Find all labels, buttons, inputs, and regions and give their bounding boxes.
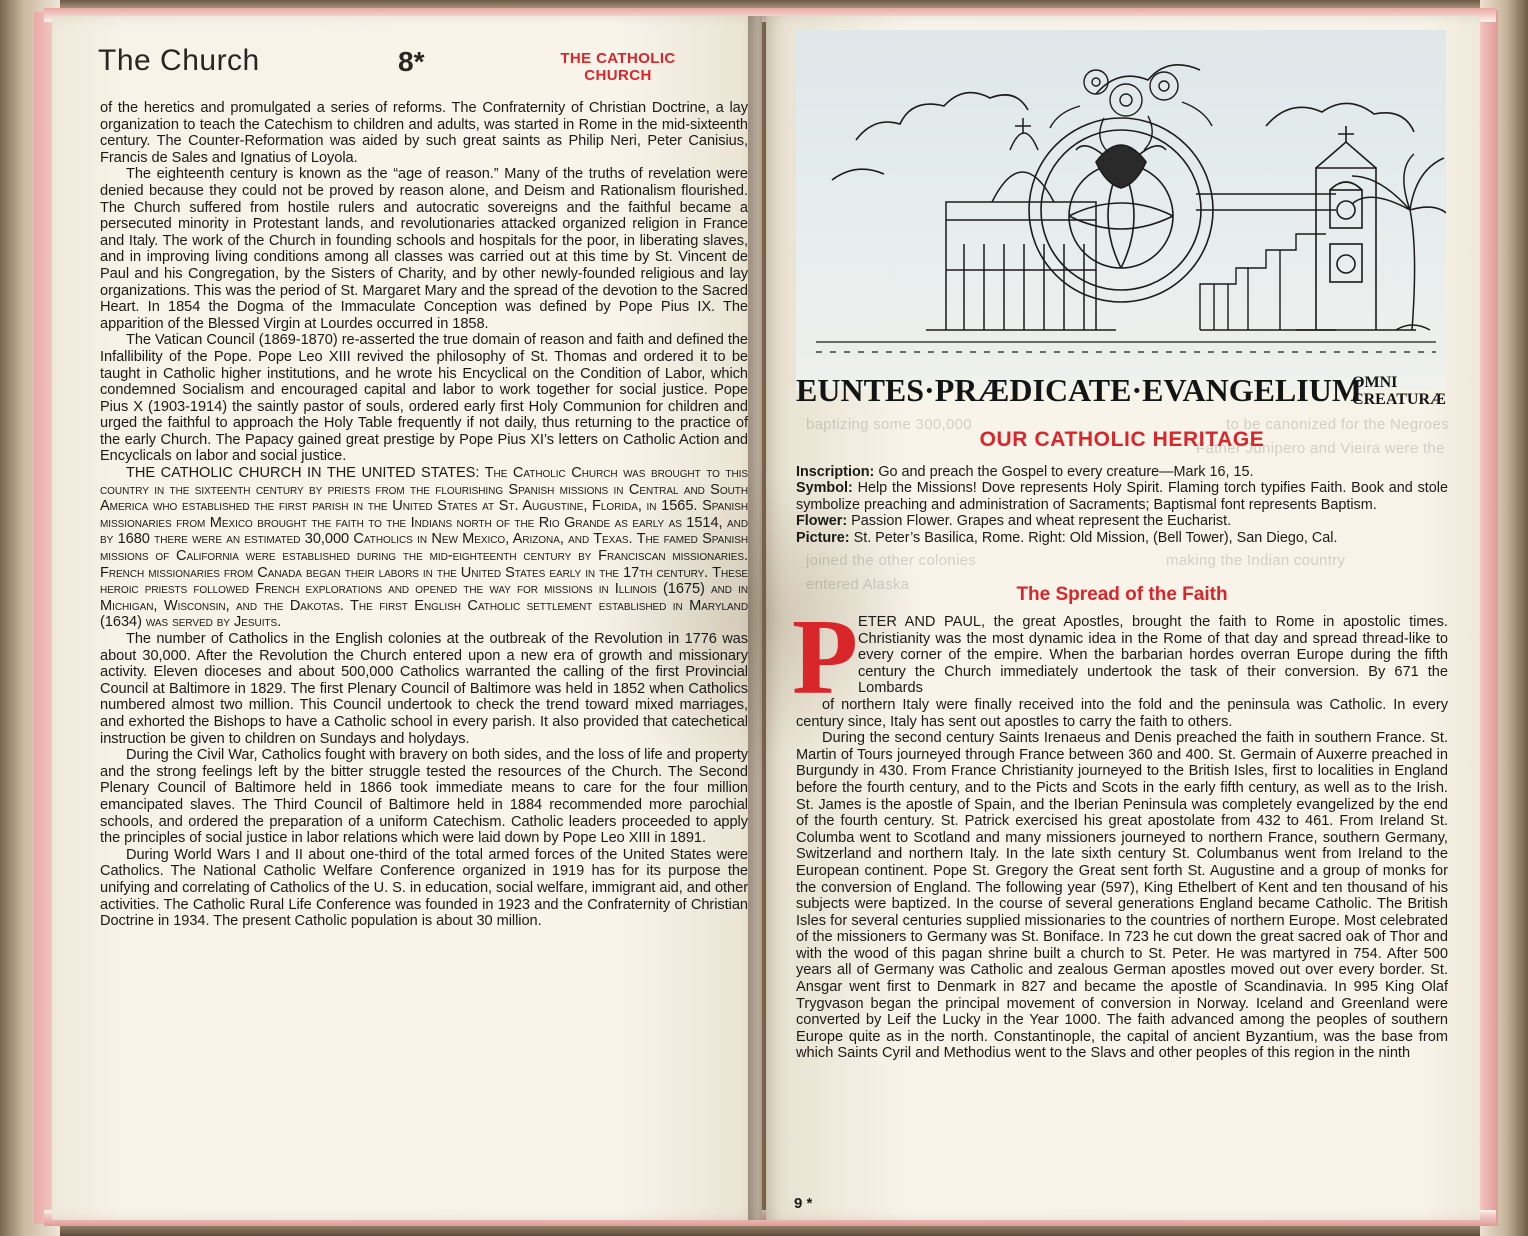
page-title: The Church [98, 44, 260, 77]
latin-inscription: EUNTES·PRÆDICATE·EVANGELIUM [796, 372, 1363, 408]
running-head-line2: CHURCH [584, 67, 652, 84]
latin-small-line2: CREATURÆ [1352, 391, 1446, 408]
paragraph: THE CATHOLIC CHURCH IN THE UNITED STATES: The Catholic Church was brought to this country in the sixteenth century by priests from the flourishing Spanish missions in Central and South America who established the first parish in the United States at St. Augustine, Florida, in 1565. Spanish missionaries from Mexico brought the faith to the Indians north of the Rio Grande as early as 1514, and by 1680 there were an estimated 30,000 Catholics in New Mexico, Arizona, and Texas. The famed Spanish missions of California were established during the mid-eighteenth century by Franciscan missionaries. French missionaries from Canada began their labors in the United States early in the 17th century. These heroic priests followed French explorations and opened the way for missions in Illinois (1675) and in Michigan, Wisconsin, and the Dakotas. The first English Catholic settlement established in Maryland (1634) was served by Jesuits. [100, 465, 748, 631]
latin-inscription-small [1352, 374, 1446, 408]
illustration-legend [796, 464, 1448, 546]
illustration-linework [796, 30, 1446, 390]
paragraph: of northern Italy were finally received into the fold and the peninsula was Catholic. In every century since, Italy has sent out apostles to carry the faith to others. [796, 696, 1448, 730]
our-catholic-heritage-illustration [796, 30, 1446, 390]
left-page-header [98, 44, 718, 92]
section-title: The Spread of the Faith [1016, 584, 1228, 605]
latin-banner [796, 372, 1448, 416]
drop-cap: P [792, 598, 858, 717]
legend-text-flower: Passion Flower. Grapes and wheat represent the Eucharist. [851, 513, 1232, 530]
running-head [518, 50, 718, 84]
paragraph: During the Civil War, Catholics fought with bravery on both sides, and the loss of life and property and the strong feelings left by the bitter struggle tested the resources of the Church. The Second Plenary Council of Baltimore held in 1866 took immediate means to care for the four million emancipated slaves. The Third Council of Baltimore held in 1884 recommended more parochial schools, and ordered the preparation of a uniform Catechism. Catholic leaders proceeded to apply the principles of social justice in labor relations which were laid down by Pope Leo XIII in 1891. [100, 747, 748, 847]
left-page-body [100, 100, 748, 930]
heritage-title: OUR CATHOLIC HERITAGE [979, 428, 1265, 451]
paragraph: of the heretics and promulgated a series of reforms. The Confraternity of Christian Doctrine, a lay organization to teach the Catechism to children and adults, was started in Rome in the mid-sixteenth century. The Counter-Reformation was aided by such great saints as Philip Neri, Peter Canisius, Francis de Sales and Ignatius of Loyola. [100, 100, 748, 166]
page-number-right: 9 * [794, 1195, 813, 1212]
paragraph: During World Wars I and II about one-third of the total armed forces of the United States were Catholics. The National Catholic Welfare Conference organized in 1919 has for its purpose the unifying and correlating of Catholics of the U. S. in education, social welfare, immigrant aid, and other activities. The Catholic Rural Life Conference was founded in 1923 and the Confraternity of Christian Doctrine in 1934. The present Catholic population is about 30 million. [100, 846, 748, 930]
running-head-line1: THE CATHOLIC [560, 50, 676, 67]
paragraph: During the second century Saints Irenaeus and Denis preached the faith in southern France. St. Martin of Tours journeyed through France between 360 and 400. St. Germain of Auxerre preached in Burgundy in 430. From France Christianity journeyed to the British Isles, first to localities in England before the fourth century, and to the Picts and Scots in the early fifth century, as well as to the Irish. St. James is the apostle of Spain, and the Iberian Peninsula was completely evangelized by the end of the fourth century. St. Patrick exercised his great apostolate from 432 to 461. From Ireland St. Columba went to Scotland and many missioners journeyed to northern France, southern Germany, Switzerland and northern Italy. In the late sixth century St. Columbanus went from Ireland to the European continent. Pope St. Gregory the Great sent forth St. Augustine and a group of monks for the conversion of England. The following year (597), King Ethelbert of Kent and ten thousand of his subjects were baptized. In the course of several generations England became Catholic. The British Isles for several centuries supplied missionaries to the countries of northern Europe. Most celebrated of the missioners to Germany was St. Boniface. In 723 he cut down the great sacred oak of Thor and with the wood of this pagan shrine built a church to St. Peter. He was martyred in 754. After 500 years all of Germany was Catholic and zealous German apostles moved out over every border. St. Ansgar went first to Denmark in 827 and became the apostle of Scandinavia. In 995 King Olaf Trygvason began the principal movement of conversion in Norway. Iceland and Greenland were converted by Leif the Lucky in the Year 1000. The faith advanced among the peoples of southern Europe quite as in the north. Constantinople, the capital of ancient Byzantium, was the base from which Saints Cyril and Methodius went to the Slavs and other peoples of this region in the ninth [796, 730, 1448, 1062]
page-number-left: 8* [398, 46, 425, 77]
legend-label-symbol: Symbol: [796, 480, 853, 497]
latin-small-line1: OMNI [1352, 374, 1398, 391]
left-page [52, 16, 762, 1220]
legend-text-inscription: Go and preach the Gospel to every creature—Mark 16, 15. [878, 464, 1254, 480]
right-page: baptizing some 300,000 to be canonized for the Negroes Father Junipero and Vieira were the joined the other colonies entered Alaska making the Indian country EUNTES·PRÆDICATE·EVANGELIUM OMNI CREATURÆ OUR CATHOLIC HERITAGE Inscription: Go and preach the Gospel to every creature—Mark 16, 15. Symbol: Help the Missions! Dove represents Holy Spirit. Flaming torch typifies Faith. Book and stole symbolize preaching and administration of Sacraments; Baptismal font represents Baptism. Flower: Passion Flower. Grapes and wheat represent the Eucharist. Picture: St. Peter’s Basilica, Rome. Right: Old Mission, (Bell Tower), San Diego, Cal. The Spread of the Faith P ETER AND PAUL, the great Apostles, brought the faith to Rome in apostolic times. Christianity was the most dynamic idea in the Rome of that day and spread thread-like to every corner of the empire. When the barbarian hordes overran Europe during the fifth century the Church immediately undertook the task of their conversion. By 671 the Lombards of northern Italy were finally received into the fold and the peninsula was Catholic. In every century since, Italy has sent out apostles to carry the faith to others. During the second century Saints Irenaeus and Denis preached the faith in southern France. St. Martin of Tours journeyed through France between 360 and 400. St. Germain of Auxerre preached in Burgundy in 430. From France Christianity journeyed to the British Isles, first to localities in England before the fourth century, and to the Picts and Scots in the early fifth century, as well as to the Irish. St. James is the apostle of Spain, and the Iberian Peninsula was completely evangelized by the end of the fourth century. St. Patrick exercised his great apostolate from 432 to 461. From Ireland St. Columba went to Scotland and many missioners journeyed to northern France, southern Germany, Switzerland and northern Italy. In the late sixth century St. Columbanus went from Ireland to the European continent. Pope St. Gregory the Great sent forth St. Augustine and a group of monks for the conversion of England. The following year (597), King Ethelbert of Kent and ten thousand of his subjects were baptized. In the course of several generations England became Catholic. The British Isles for several centuries supplied missionaries to the countries of northern Europe. Most celebrated of the missioners to Germany was St. Boniface. In 723 he cut down the great sacred oak of Thor and with the wood of this pagan shrine built a church to St. Peter. He was martyred in 754. After 500 years all of Germany was Catholic and zealous German apostles moved out over every border. St. Ansgar went first to Denmark in 827 and became the apostle of Scandinavia. In 995 King Olaf Trygvason began the principal movement of conversion in Norway. Iceland and Greenland were converted by Leif the Lucky in the Year 1000. The faith advanced among the peoples of southern Europe quite as in the north. Constantinople, the capital of ancient Byzantium, was the base from which Saints Cyril and Methodius went to the Slavs and other peoples of this region in the ninth 9 * [766, 16, 1480, 1220]
paragraph: ETER AND PAUL, the great Apostles, brought the faith to Rome in apostolic times. Christianity was the most dynamic idea in the Rome of that day and spread thread-like to every corner of the empire. When the barbarian hordes overran Europe during the fifth century the Church immediately undertook the task of their conversion. By 671 the Lombards [858, 614, 1448, 697]
paragraph: The eighteenth century is known as the “age of reason.” Many of the truths of revelation were denied because they could not be proved by reason alone, and Deism and Rationalism flourished. The Church suffered from hostile rulers and autocratic sovereigns and the faithful became a persecuted minority in Protestant lands, and revolutionaries attacked organized religion in France and Italy. The work of the Church in founding schools and hospitals for the poor, in liberating slaves, and in improving living conditions among all classes was carried out at this time by St. Vincent de Paul and his Congregation, by the Sisters of Charity, and by other newly-founded religious and lay organizations. This was the period of St. Margaret Mary and the spread of the devotion to the Sacred Heart. In 1854 the Dogma of the Immaculate Conception was defined by Pope Pius IX. The apparition of the Blessed Virgin at Lourdes occurred in 1858. [100, 166, 748, 332]
paragraph: The Vatican Council (1869-1870) re-asserted the true domain of reason and faith and defined the Infallibility of the Pope. Pope Leo XIII revived the philosophy of St. Thomas and ordered it to be taught in Catholic higher institutions, and he wrote his Encyclical on the Condition of Labor, which condemned Socialism and encouraged capital and labor to work together for social justice. Pope Pius X (1903-1914) the saintly pastor of souls, ordered early first Holy Communion for children and urged the faithful to approach the Holy Table frequently if not daily, thus returning to the practice of the early Church. The Papacy gained great prestige by Pope Pius XI’s letters on Catholic Action and Encyclicals on labor and social justice. [100, 332, 748, 465]
paragraph: The number of Catholics in the English colonies at the outbreak of the Revolution in 1776 was about 30,000. After the Revolution the Church entered upon a new era of growth and missionary activity. Eleven dioceses and about 500,000 Catholics warranted the calling of the first Provincial Council at Baltimore in 1829. The first Plenary Council of Baltimore was held in 1852 when Catholics numbered almost two million. This Council undertook to check the trend toward mixed marriages, and exhorted the Bishops to have a Catholic school in every parish. It also provided that catechetical instruction be given to children on Sundays and holydays. [100, 631, 748, 747]
legend-text-picture: St. Peter’s Basilica, Rome. Right: Old Mission, (Bell Tower), San Diego, Cal. [853, 529, 1338, 546]
legend-label-inscription: Inscription: [796, 464, 875, 480]
right-page-body [796, 614, 1448, 1062]
legend-label-flower: Flower: [796, 513, 848, 530]
legend-label-picture: Picture: [796, 529, 850, 546]
legend-text-symbol: Help the Missions! Dove represents Holy Spirit. Flaming torch typifies Faith. Book and stole symbolize preaching and administration of Sacraments; Baptismal font represents Baptism. [796, 480, 1448, 513]
